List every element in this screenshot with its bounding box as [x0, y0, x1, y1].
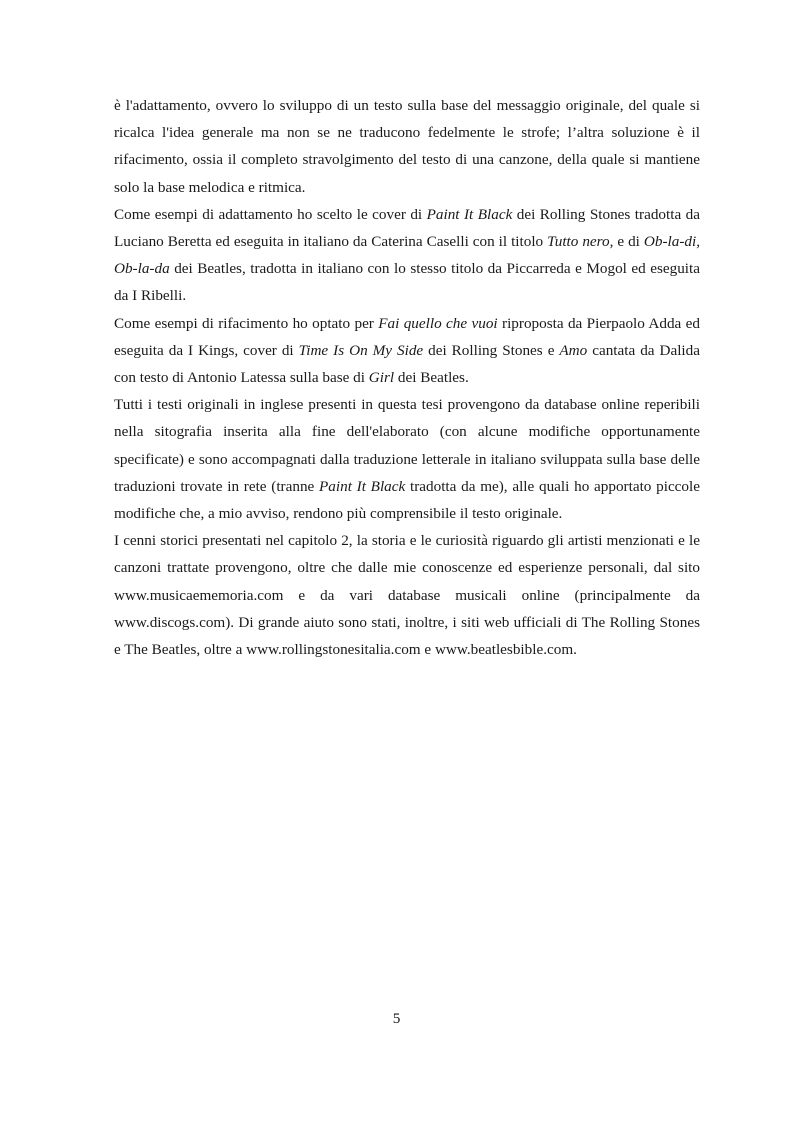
- text-run: riproposta da Pierpaolo Adda ed eseguita da I Kings, cover di: [114, 314, 701, 359]
- text-run: Tutti i testi originali in inglese presenti in questa tesi provengono da database online reperibili nella sitografia inserita alla fine dell'elaborato (con alcune modifiche opportunamente specificate) e sono accompagnati dalla traduzione letterale in italiano sviluppata sulla base delle traduzioni trovate in rete (tranne: [114, 396, 700, 495]
- italic-title-run: Paint It Black: [426, 205, 513, 223]
- text-run: dei Rolling Stones tradotta da Luciano Beretta ed eseguita in italiano da Caterina Caselli con il titolo: [114, 205, 700, 251]
- page-body: [114, 92, 700, 663]
- italic-title-run: Fai quello che vuoi: [378, 314, 498, 332]
- text-run: dei Rolling Stones e: [423, 341, 560, 359]
- text-run: Come esempi di rifacimento ho optato per: [114, 314, 379, 332]
- italic-title-run: Ob-la-di, Ob-la-da: [114, 233, 700, 278]
- text-run: tradotta da me), alle quali ho apportato piccole modifiche che, a mio avviso, rendono più comprensibile il testo originale.: [114, 477, 700, 523]
- paragraph-1: [114, 92, 700, 201]
- italic-title-run: Amo: [559, 341, 588, 359]
- italic-title-run: Tutto nero,: [547, 233, 614, 251]
- italic-title-run: Time Is On My Side: [298, 341, 424, 359]
- text-run: dei Beatles, tradotta in italiano con lo stesso titolo da Piccarreda e Mogol ed eseguita da I Ribelli.: [114, 260, 700, 305]
- italic-title-run: Girl: [368, 369, 395, 387]
- page-number: 5: [392, 1010, 401, 1027]
- text-run: dei Beatles.: [394, 369, 469, 387]
- paragraph-2: [114, 201, 700, 310]
- text-run: cantata da Dalida con testo di Antonio Latessa sulla base di: [114, 341, 700, 387]
- text-run: e di: [613, 233, 644, 251]
- italic-title-run: Paint It Black: [319, 477, 406, 495]
- text-run: Come esempi di adattamento ho scelto le cover di: [114, 205, 427, 223]
- paragraph-3: [114, 310, 700, 392]
- paragraph-4: [114, 391, 700, 527]
- text-run: è l'adattamento, ovvero lo sviluppo di un testo sulla base del messaggio originale, del quale si ricalca l'idea generale ma non se ne traducono fedelmente le strofe; l’altra soluzione è il rifacimento, ossia il completo stravolgimento del testo di una canzone, della quale si mantiene solo la base melodica e ritmica.: [114, 97, 700, 196]
- text-run: I cenni storici presentati nel capitolo 2, la storia e le curiosità riguardo gli artisti menzionati e le canzoni trattate provengono, oltre che dalle mie conoscenze ed esperienze personali, dal sito www.musicaememoria.com e da vari database musicali online (principalmente da www.discogs.com). Di grande aiuto sono stati, inoltre, i siti web ufficiali di The Rolling Stones e The Beatles, oltre a www.rollingstonesitalia.com e www.beatlesbible.com.: [114, 532, 700, 659]
- paragraph-5: [114, 527, 700, 663]
